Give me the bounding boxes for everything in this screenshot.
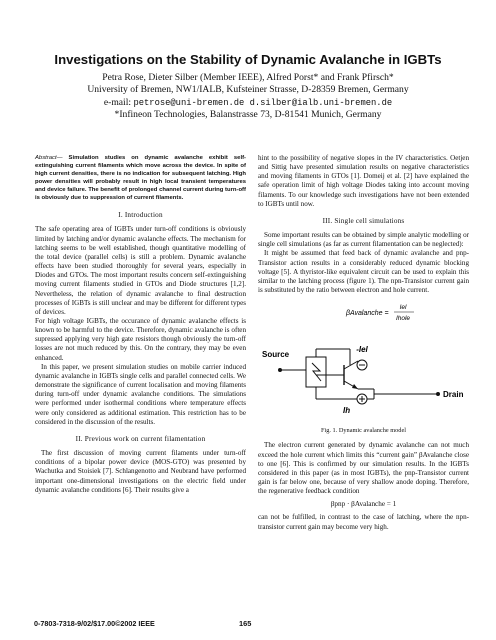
emitter-arrow-icon <box>352 384 358 389</box>
equation-numerator: Iel <box>399 304 407 312</box>
drain-terminal <box>436 392 440 396</box>
single-cell-heading: III. Single cell simulations <box>322 216 405 225</box>
avalanche-bolt-icon <box>312 363 321 381</box>
hole-current-label: Ih <box>343 406 351 416</box>
infineon-affiliation: *Infineon Technologies, Balanstrasse 73, D-81541 Munich, Germany <box>114 109 382 121</box>
avalanche-source-box <box>306 357 326 387</box>
abstract-text: Simulation studies on dynamic avalanche exhibit self-extinguishing current filaments which move across the device. In spite of high current densities, there is no indication for subsequent latching. High power densities will probably result in high local transient temperatures and device failure. The benefit of prolonged channel current during turn-off is obviously due to suppression of current filaments. <box>35 155 246 202</box>
author-email <box>0 97 496 109</box>
abstract <box>35 154 246 202</box>
previous-work-paragraph: The first discussion of moving current filaments under turn-off conditions of a bipolar power device (MOS-GTO) was presented by Wachutka and Stoisiek [7]. Schlangenotto and Neubrand have performed important one-dimensional investigations on the electric field under dynamic avalanche conditions [6]. Their results give a <box>35 449 246 494</box>
drain-label: Drain <box>443 390 464 400</box>
author-block <box>0 72 496 122</box>
avalanche-model-diagram <box>258 295 469 425</box>
single-cell-paragraph-2: It might be assumed that feed back of dynamic avalanche and pnp-Transistor action results in a considerably reduced dynamic blocking voltage [5]. A thyristor-like equivalent circuit can be used to explain this similar to the latching process (figure 1). The npn-Transistor current gain is substituted by the ratio between electron and hole current. <box>258 249 469 295</box>
single-cell-paragraph-1: Some important results can be obtained by simple analytic modelling or single cell simulations (as far as current filamentation can be neglected): <box>258 231 469 249</box>
transistor-collector <box>344 361 358 369</box>
email-label: e-mail: <box>103 96 132 108</box>
intro-paragraph-2: For high voltage IGBTs, the occurance of dynamic avalanche effects is known to be harmful to the device. Therefore, dynamic avalanche is often supressed applying very high gate resistors though obviously the turn-off losses are not much reduced by this. On the contrary, they may be even enhanced. <box>35 317 246 362</box>
source-label: Source <box>262 350 290 360</box>
intro-paragraph-1: The safe operating area of IGBTs under turn-off conditions is obviously limited by latching and/or dynamic avalanche effects. The mechanism for latching seems to be well established, though quantitative modelling of the total device (parallel cells) is still a problem. Dynamic avalanche effects have been studied thoroughly for several years, especially in Diodes and GTOs. The most important results concern self-extinguishing moving current filaments studied in GTOs and Diode structures [1,2]. Nevertheless, the relation of dynamic avalanche to final destruction processes of IGBTs is still unclear and may be different for different types of devices. <box>35 225 246 316</box>
paper-title: Investigations on the Stability of Dynamic Avalanche in IGBTs <box>54 52 442 67</box>
single-cell-paragraph-3: The electron current generated by dynamic avalanche can not much exceed the hole current which limits this “current gain” βAvalanche close to one [6]. This is confirmed by our simulation results. In the IGBTs considered in this paper (as in most IGBTs), the pnp-Transistor current gain is far below one, because of very shallow anode doping. Therefore, the regenerative feedback condition <box>258 441 469 496</box>
figure-caption: Fig. 1. Dynamic avalanche model <box>321 427 406 435</box>
intro-heading: I. Introduction <box>118 211 163 220</box>
email-addresses: petrose@uni-bremen.de d.silber@ialb.uni-bremen.de <box>133 97 393 108</box>
author-names: Petra Rose, Dieter Silber (Member IEEE), Alfred Porst* and Frank Pfirsch* <box>102 72 394 83</box>
left-column <box>35 154 246 495</box>
previous-work-heading: II. Previous work on current filamentation <box>75 434 206 443</box>
previous-work-continued: hint to the possibility of negative slopes in the IV characteristics. Oetjen and Sittig have presented simulation results on negative characteristics and moving filaments in GTOs [1]. Domeij et al. [2] have explained the safe operation limit of high voltage Diodes taking into account moving filaments. To our knowledge such investigations have not been extended to IGBTs until now. <box>258 154 469 208</box>
single-cell-paragraph-4: can not be fulfilled, in contrast to the case of latching, where the npn-transistor current gain may become very high. <box>258 513 469 531</box>
equation-beta-lhs: βAvalanche = <box>346 310 389 318</box>
author-affiliation: University of Bremen, NW1/IALB, Kufsteiner Strasse, D-28359 Bremen, Germany <box>87 84 409 96</box>
intro-paragraph-3: In this paper, we present simulation studies on mobile carrier induced dynamic avalanche in IGBTs single cells and parallel connected cells. We demonstrate the significance of current localisation and moving filaments during turn-off under dynamic avalanche conditions. The simulations were performed under isothermal conditions where temperature effects were only considered as additional estimation. This restriction has to be considered in the discussion of the results. <box>35 362 246 426</box>
equation-feedback: βpnp · βAvalanche = 1 <box>330 500 397 509</box>
right-column <box>258 154 469 532</box>
page-number: 165 <box>239 619 252 628</box>
electron-current-label: -Iel <box>356 345 368 355</box>
figure-1 <box>258 295 469 425</box>
abstract-label: Abstract— <box>35 155 63 161</box>
equation-denominator: Ihole <box>395 315 411 323</box>
footer-isbn: 0-7803-7318-9/02/$17.00©2002 IEEE <box>34 619 155 628</box>
